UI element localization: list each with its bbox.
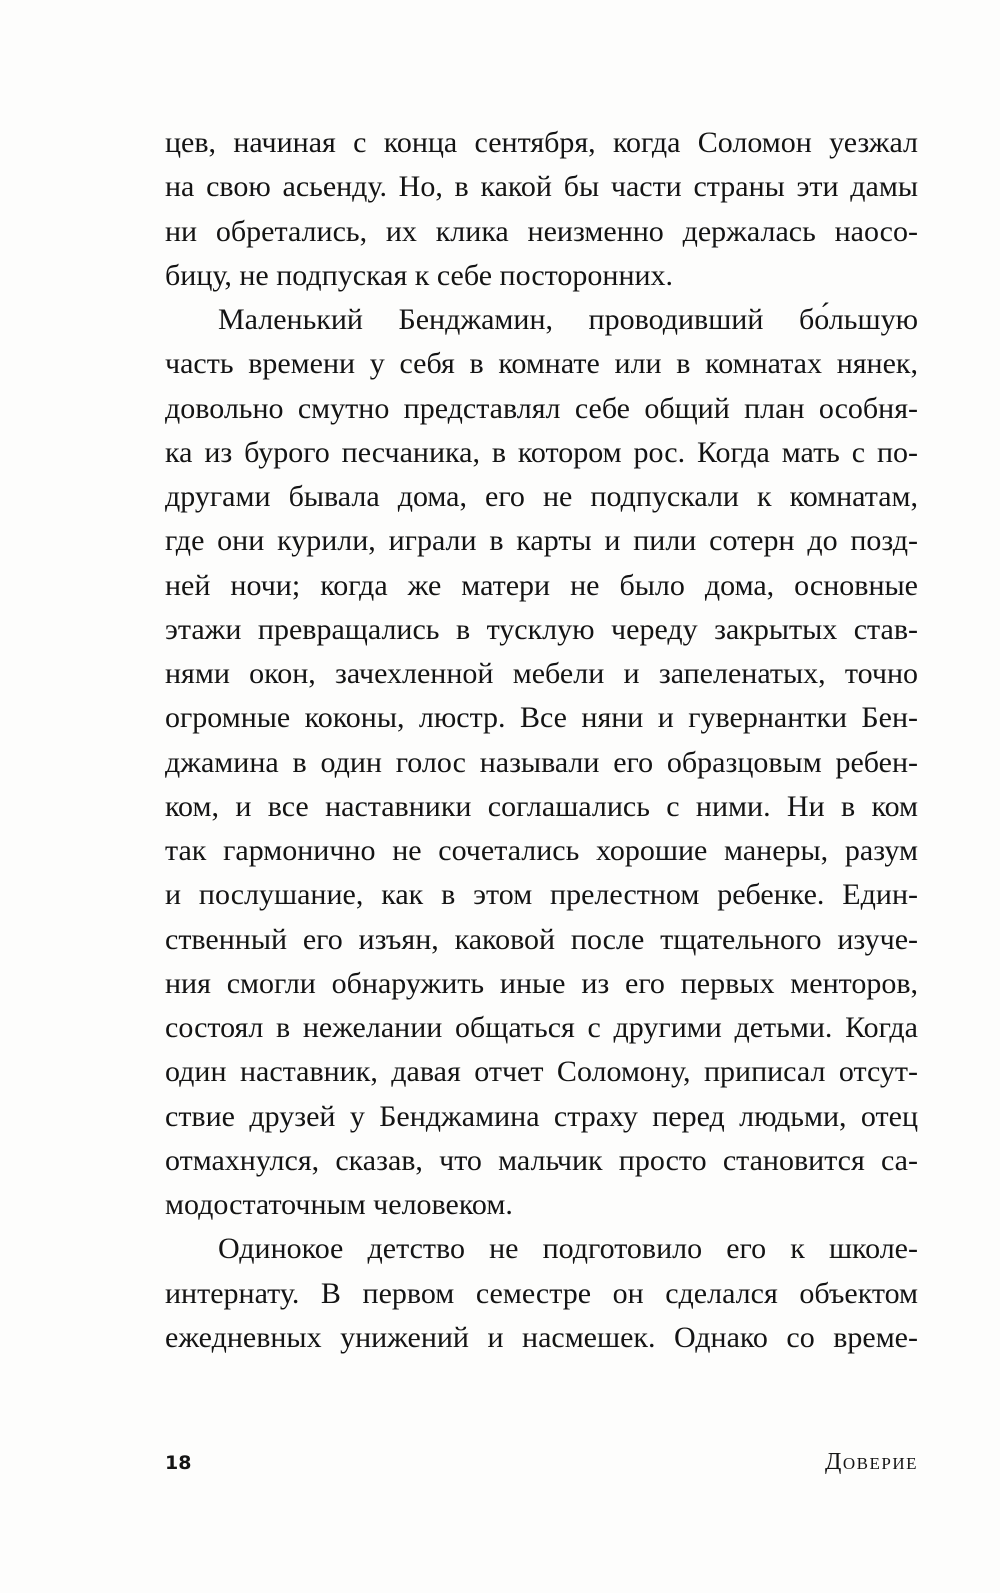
text-line: состоял в нежелании общаться с другими детьми. Когда xyxy=(165,1011,918,1044)
text-line: модостаточным человеком. xyxy=(165,1188,513,1221)
paragraph xyxy=(165,121,918,298)
text-line: ком, и все наставники соглашались с ними. Ни в ком xyxy=(165,789,918,823)
text-line: на свою асьенду. Но, в какой бы части страны эти дамы xyxy=(165,170,918,204)
text-line: интернату. В первом семестре он сделался объектом xyxy=(165,1276,918,1310)
text-line: так гармонично не сочетались хорошие манеры, разум xyxy=(165,834,918,867)
text-line: часть времени у себя в комнате или в комнатах нянек, xyxy=(165,347,918,381)
text-line: бицу, не подпуская к себе посторонних. xyxy=(165,258,674,292)
running-title: Доверие xyxy=(825,1449,918,1475)
text-line: один наставник, давая отчет Соломону, приписал отсут- xyxy=(165,1055,918,1089)
text-line: джамина в один голос называли его образцовым ребен- xyxy=(165,745,918,779)
text-line: другами бывала дома, его не подпускали к комнатам, xyxy=(165,480,918,513)
text-line: ствие друзей у Бенджамина страху перед людьми, отец xyxy=(165,1099,918,1133)
text-line: этажи превращались в тусклую череду закрытых став- xyxy=(165,612,918,646)
text-line: цев, начиная с конца сентября, когда Соломон уезжал xyxy=(165,126,918,159)
text-line: где они курили, играли в карты и пили сотерн до позд- xyxy=(165,524,918,558)
paragraph xyxy=(165,1227,918,1360)
text-line: огромные коконы, люстр. Все няни и гувернантки Бен- xyxy=(165,701,918,735)
text-line: ка из бурого песчаника, в котором рос. Когда мать с по- xyxy=(165,435,918,469)
page-number: 18 xyxy=(165,1452,192,1474)
text-line: ни обретались, их клика неизменно держалась наосо- xyxy=(165,214,918,248)
text-line: ней ночи; когда же матери не было дома, основные xyxy=(165,568,918,602)
text-line: отмахнулся, сказав, что мальчик просто становится са- xyxy=(165,1143,918,1177)
text-line: Одинокое детство не подготовило его к школе- xyxy=(218,1232,918,1266)
text-line: и послушание, как в этом прелестном ребенке. Един- xyxy=(165,878,918,912)
paragraph xyxy=(165,298,918,1227)
body-text xyxy=(165,121,918,1360)
text-line: ния смогли обнаружить иные из его первых менторов, xyxy=(165,966,918,1000)
text-line: ежедневных унижений и насмешек. Однако со време- xyxy=(165,1320,918,1354)
text-line: ственный его изъян, каковой после тщательного изуче- xyxy=(165,922,918,956)
text-line: нями окон, зачехленной мебели и запеленатых, точно xyxy=(165,657,918,690)
text-line: довольно смутно представлял себе общий план особня- xyxy=(165,391,918,425)
text-line: Маленький Бенджамин, проводивший бо́льшую xyxy=(218,303,918,336)
